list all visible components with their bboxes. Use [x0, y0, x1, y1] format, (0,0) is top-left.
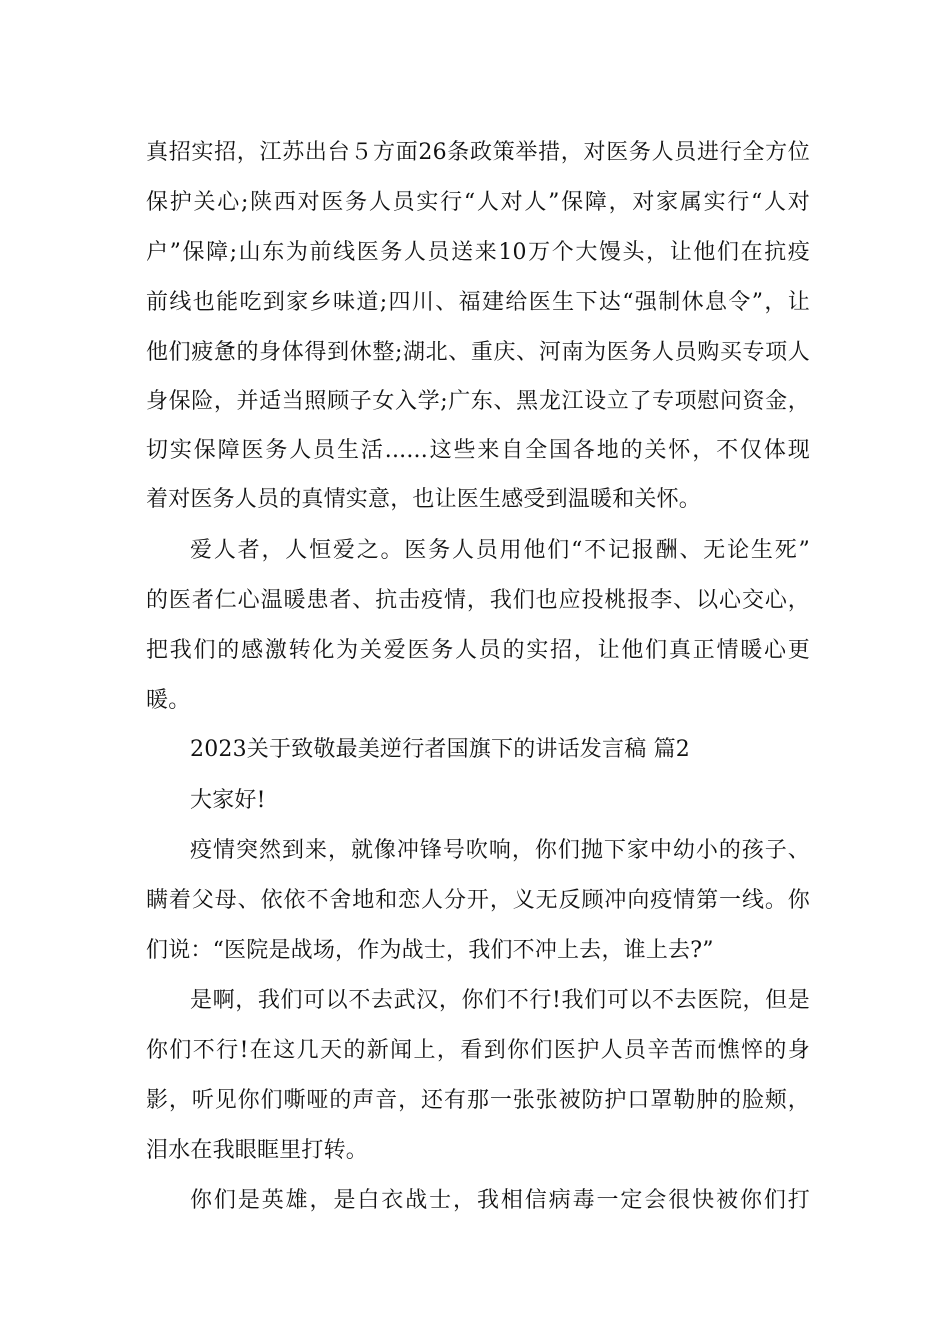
paragraph-1-line-6: 身保险，并适当照顾子女入学;广东、黑龙江设立了专项慰问资金，	[146, 389, 810, 414]
paragraph-2-line-1: 爱人者，人恒爱之。医务人员用他们“不记报酬、无论生死”	[190, 538, 810, 563]
paragraph-4-line-2: 你们不行!在这几天的新闻上，看到你们医护人员辛苦而憔悴的身	[146, 1038, 810, 1063]
paragraph-1-line-2: 保护关心;陕西对医务人员实行“人对人”保障，对家属实行“人对	[146, 190, 810, 215]
paragraph-2-line-2: 的医者仁心温暖患者、抗击疫情，我们也应投桃报李、以心交心，	[146, 588, 810, 613]
paragraph-4-line-3: 影，听见你们嘶哑的声音，还有那一张张被防护口罩勒肿的脸颊，	[146, 1088, 810, 1113]
paragraph-2-line-3: 把我们的感激转化为关爱医务人员的实招，让他们真正情暖心更	[146, 638, 810, 663]
section-heading: 2023关于致敬最美逆行者国旗下的讲话发言稿 篇2	[190, 737, 690, 762]
paragraph-1-line-4: 前线也能吃到家乡味道;四川、福建给医生下达“强制休息令”，让	[146, 290, 810, 315]
paragraph-1-line-7: 切实保障医务人员生活......这些来自全国各地的关怀，不仅体现	[146, 438, 810, 463]
paragraph-2-line-4: 暖。	[146, 688, 191, 713]
paragraph-1-line-5: 他们疲惫的身体得到休整;湖北、重庆、河南为医务人员购买专项人	[146, 340, 810, 365]
paragraph-3-line-2: 瞒着父母、依依不舍地和恋人分开，义无反顾冲向疫情第一线。你	[146, 888, 810, 913]
paragraph-1-line-3: 户”保障;山东为前线医务人员送来10万个大馒头，让他们在抗疫	[146, 240, 810, 265]
paragraph-1-line-8: 着对医务人员的真情实意，也让医生感受到温暖和关怀。	[146, 487, 702, 512]
paragraph-3-line-3: 们说：“医院是战场，作为战士，我们不冲上去，谁上去?”	[146, 938, 714, 963]
paragraph-4-line-4: 泪水在我眼眶里打转。	[146, 1138, 369, 1163]
paragraph-3-line-1: 疫情突然到来，就像冲锋号吹响，你们抛下家中幼小的孩子、	[190, 838, 810, 863]
greeting: 大家好!	[190, 788, 266, 813]
paragraph-5-line-1: 你们是英雄，是白衣战士，我相信病毒一定会很快被你们打	[190, 1188, 810, 1213]
paragraph-4-line-1: 是啊，我们可以不去武汉，你们不行!我们可以不去医院，但是	[190, 988, 810, 1013]
paragraph-1-line-1: 真招实招，江苏出台５方面26条政策举措，对医务人员进行全方位	[146, 140, 810, 165]
